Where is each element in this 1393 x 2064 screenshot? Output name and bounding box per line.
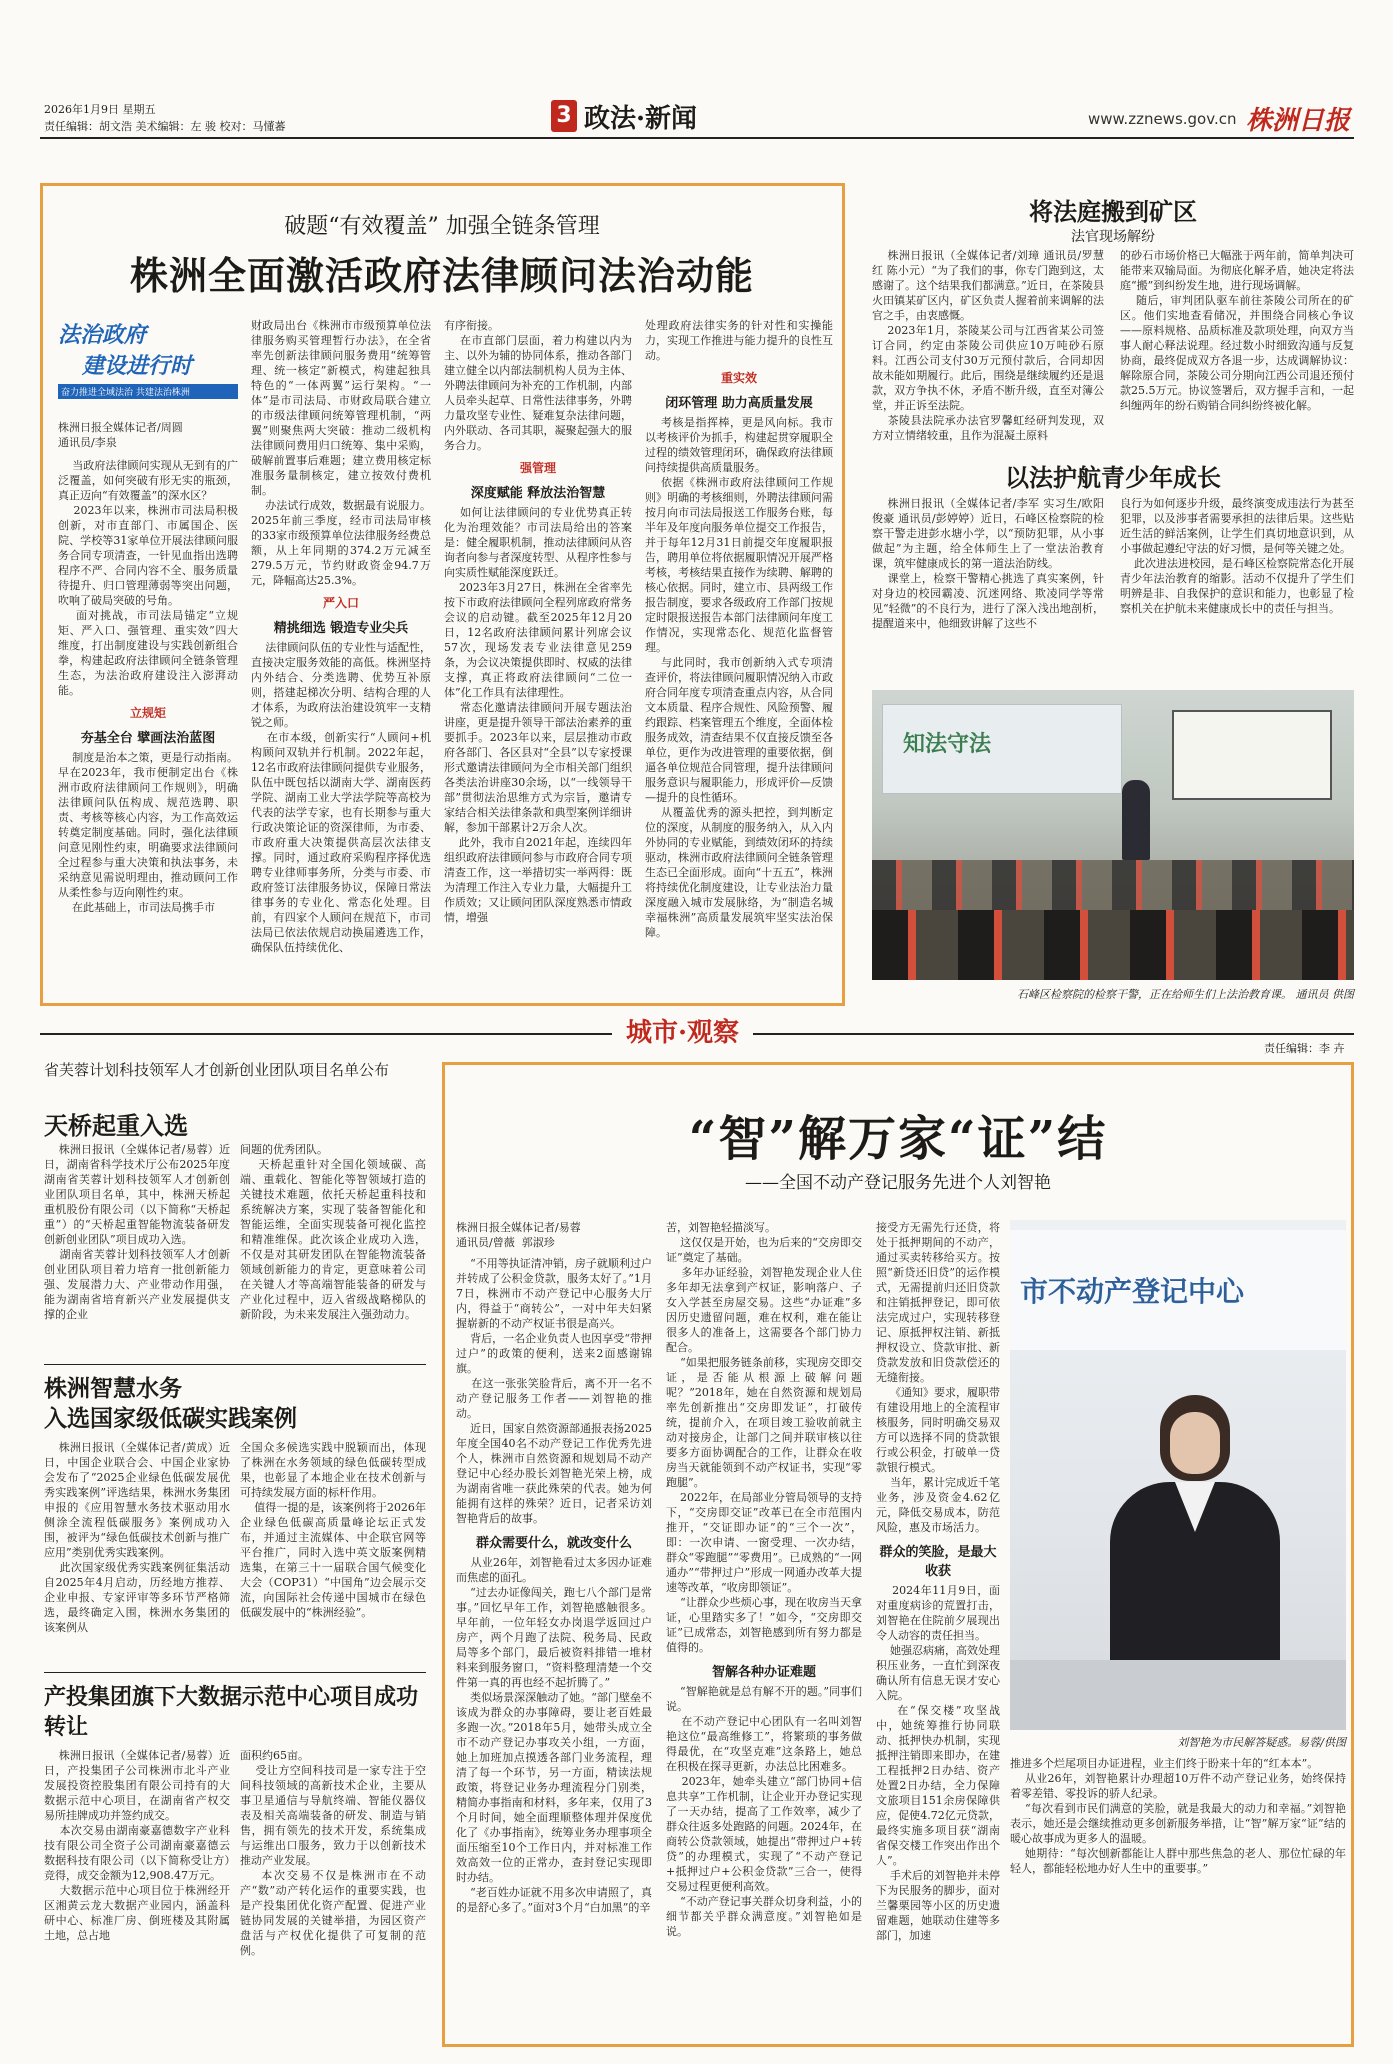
logo-tagline: 奋力推进全域法治 共建法治株洲 <box>58 384 238 399</box>
story1-column-4 <box>645 318 833 1003</box>
story7-column-1 <box>456 1256 652 2038</box>
story2-column-1 <box>872 248 1104 448</box>
story7-sub3: 群众的笑脸，是最大收获 <box>879 1545 997 1579</box>
story5-column-1 <box>44 1440 230 1665</box>
photo-sign-text: 市不动产登记中心 <box>1020 1275 1245 1308</box>
story7-column-4 <box>1010 1756 1346 2038</box>
header-date: 2026年1月9日 星期五 <box>44 103 156 116</box>
story5-column-2 <box>240 1440 426 1665</box>
story2-col1-text: 株洲日报讯（全媒体记者/刘璋 通讯员/罗慧红 陈小元）“为了我们的事，你专门跑到这，太感谢了。这个结果我们都满意。”近日，在茶陵县火田镇某矿区内，矿区负责人握着前来调解的法官之手，由衷感慨。 2023年1月，茶陵某公司与江西省某公司签订合同，约定由茶陵公司供应10万吨砂石原料。江西公司支付30万元预付款后，合同却因故未能如期履行。此后，围绕是继续履约还是退款，双方争执不休，矛盾不断升级，直至对簿公堂，并正诉至法院。 茶陵县法院承办法官罗馨虹经研判发现，双方对立情绪较重，且作为混凝土原料 <box>872 249 1104 442</box>
story1-sub4-title: 重实效 <box>720 371 757 385</box>
counter-desk <box>1010 1660 1346 1730</box>
story2-column-2 <box>1120 248 1354 448</box>
header-editors: 责任编辑：胡文浩 美术编辑：左 骏 校对：马懂蕃 <box>44 120 286 133</box>
story1-sub1-sub: 夯基全台 擘画法治蓝图 <box>80 731 216 746</box>
story7-col4-text: 推进多个烂尾项目办证进程，业主们终于盼来十年的“红本本”。 从业26年，刘智艳累计办理超10万件不动产登记业务，始终保持着零差错、零投诉的骄人纪录。 “每次看到市民们满意的笑脸，就是我最大的动力和幸福。”刘智艳表示，她还是会继续推动更多创新服务举措，让“智”解万家“证”结的暖心故事成为更多人的温暖。 她期待：“每次刨新都能让人群中那些焦急的老人、那位忙碌的年轻人，都能轻松地办好人生中的重要事。” <box>1010 1757 1346 1875</box>
story7-col1b-text: 从业26年，刘智艳看过太多因办证难而焦虑的面孔。 “过去办证像闯关，跑七八个部门是常事。”回忆早年工作，刘智艳感触很多。早年前，一位年轻女办岗退学返回过户房产，两个月跑了法院、税务局、民政局等多个部门，最后被资料排错一堆材料来到服务窗口，“资料整理清楚一个交件第一真的再也经不起折腾了。” 类似场景深深触动了她。“部门壁垒不该成为群众的办事障碍，要让老百姓最多跑一次。”2018年5月，她带头成立全市不动产登记办事攻关小组，一方面，她上加班加点摸透各部门业务流程，理清了每一个环节，另一方面，精读法规政策，将登记业务办理流程分门别类，精简办事指南和材料，多年来，仅用了3个月时间，她全面理顺整体理并保度优化了《办事指南》，统筹业务办理事项全面压缩至10个工作日内，并对标准工作效高效一位的正常办，查封登记实现即时办结。 “老百姓办证就不用多次申请照了，真的是舒心多了。”面对3个月“白加黑”的辛 <box>456 1556 652 1914</box>
story1-headline: 株洲全面激活政府法律顾问法治动能 <box>129 253 754 298</box>
story4-col2-text: 间题的优秀团队。 天桥起重针对全国化领域碳、高端、重载化、智能化等智领域打造的关键技术难题，依托天桥起重科技和系统解决方案，实现了装备智能化和智能运维，全面实现装备可视化监控和精准维保。此次该企业成功入选，不仅是对其研发团队在智能物流装备领域创新能力的肯定，更意味着公司在关键人才等高端智能装备的研发与产业化过程中，迈入省级战略梯队的新阶段，为未来发展注入强劲动力。 <box>240 1143 426 1321</box>
story4-kicker: 省芙蓉计划科技领军人才创新创业团队项目名单公布 <box>44 1061 390 1079</box>
photo-sign-panel <box>1010 1230 1346 1350</box>
students-row-2 <box>872 910 1354 980</box>
story1-col1-text: 当政府法律顾问实现从无到有的广泛覆盖，如何突破有形无实的瓶颈，真正迈向“有效覆盖”的深水区？ 2023年以来，株洲市司法局积极创新，对市直部门、市属国企、医院、学校等31家单位开展法律顾问服务合同专项清查，一针见血指出选聘程序不严、合同内容不全、服务质量待提升、归口管理薄弱等突出问题，吹响了破局突破的号角。 面对挑战，市司法局锚定“立规矩、严入口、强管理、重实效”四大维度，打出制度建设与实践创新组合拳，构建起政府法律顾问全链条管理生态，为法治政府建设注入澎湃动能。 <box>58 459 238 697</box>
story4-col1-text: 株洲日报讯（全媒体记者/易蓉）近日，湖南省科学技术厅公布2025年度湖南省芙蓉计划科技领军人才创新创业团队项目名单，其中，株洲天桥起重机股份有限公司（以下简称“天桥起重”）的“天桥起重智能物流装备研发创新创业团队”项目成功入选。 湖南省芙蓉计划科技领军人才创新创业团队项目着力培育一批创新能力强、发展潜力大、产业带动作用强，能为湖南省培育新兴产业发展提供支撑的企业 <box>44 1143 230 1321</box>
story3-column-1 <box>872 496 1104 676</box>
story4-column-2 <box>240 1142 426 1357</box>
story7-headline: “智”解万家“证”结 <box>688 1111 1108 1167</box>
story7-column-3 <box>876 1220 1000 2038</box>
story1-sub3-sub: 深度赋能 释放法治智慧 <box>470 486 606 501</box>
story1-col1b-text: 制度是治本之策，更是行动指南。早在2023年，我市便制定出台《株洲市政府法律顾问工作规则》，明确法律顾问队伍构成、规范选聘、职责、考核等核心内容，为工作高效运转奠定制度基础。同时，强化法律顾问意见刚性约束，明确要求法律顾问全过程参与重大决策和执法事务，未采纳意见需说明理由，推动顾问工作从柔性参与迈向刚性约束。 在此基础上，市司法局携手市 <box>58 751 238 914</box>
story1-column-2 <box>251 318 431 1003</box>
story1-sub2-sub: 精挑细选 锻造专业尖兵 <box>273 621 409 636</box>
story1-col4-text: 处理政府法律实务的针对性和实操能力，实现工作推进与能力提升的良性互动。 <box>645 319 833 362</box>
story1-sub2-title: 严入口 <box>322 596 359 610</box>
story7-sub2: 智解各种办证难题 <box>711 1665 816 1680</box>
website-url: www.zznews.gov.cn <box>1088 110 1237 128</box>
story2-deck: 法官现场解纷 <box>1071 229 1155 245</box>
story7-byline: 株洲日报全媒体记者/易蓉 通讯员/曾薇 郭淑珍 <box>456 1221 581 1249</box>
classroom-photo <box>872 690 1354 980</box>
story2-col2-text: 的砂石市场价格已大幅涨于两年前，简单判决可能带来双输局面。为彻底化解矛盾，她决定将法庭“搬”到纠纷发生地，进行现场调解。 随后，审判团队驱车前往茶陵公司所在的矿区。他们实地查看储况，并围绕合同核心争议——原料规格、品质标准及款项处理，向双方当事人耐心释法说理。经过数小时细致沟通与反复协商，最终促成双方各退一步，达成调解协议：解除原合同，茶陵公司分期向江西公司退还预付款25.5万元。协议签署后，双方握手言和，一起纠缠两年的纷石购销合同纠纷终被化解。 <box>1120 249 1354 412</box>
story1-col3b-text: 如何让法律顾问的专业优势真正转化为治理效能？市司法局给出的答案是：健全履职机制，推动法律顾问从咨询者向参与者深度转型、从程序性参与向实质性赋能深度跃迁。 2023年3月27日，株洲在全省率先按下市政府法律顾问全程列席政府常务会议的启动键。截至2025年12月20日，12名政府法律顾问累计列席会议57次，现场发表专业法律意见259条，为会议决策提供即时、权威的法律支撑，真正将政府法律顾问“二位一体”化工作具有法律理性。 常态化邀请法律顾问开展专题法治讲座，更是提升领导干部法治素养的重要抓手。2023年以来，层层推动市政府各部门、各区县对“全县”以专家授课形式邀请法律顾问为全市相关部门组织各类法治讲座30余场，以“一线领导干部”贯彻法治思维方式为宗旨，邀请专家结合相关法律条款和典型案例详细讲解，参加干部累计2万余人次。 此外，我市自2021年起，连续四年组织政府法律顾问参与市政府合同专项清查工作，这一举措切实一举两得：既为清理工作注入专业力量，大幅提升工作质效；又让顾问团队深度熟悉市情政情，增强 <box>444 506 632 924</box>
story1-column-1 <box>58 458 238 1003</box>
story5-top-rule <box>44 1364 426 1365</box>
story7-col2b-text: “智解艳就是总有解不开的题。”同事们说。 在不动产登记中心团队有一名叫刘智艳这位“最高维修工”，将繁琐的事务做得最优，在“攻坚克难”这条路上，她总在积极在探寻更新，办法总比困难多。 2023年，她牵头建立“部门协同+信息共享”工作机制，让企业开办登记实现了一天办结，提高了工作效率，减少了群众往返多处跑路的问题。2024年，在商转公贷款领域，她提出“带押过户+转贷”的办理模式，实现了“不动产登记+抵押过户+公积金贷款”三合一，使得交易过程更便利高效。 “不动产登记事关群众切身利益，小的细节都关乎群众满意度。”刘智艳如是说。 <box>666 1685 862 1938</box>
story7-column-2 <box>666 1220 862 2038</box>
story1-col2-text: 财政局出台《株洲市市级预算单位法律服务购买管理暂行办法》，在全省率先创新法律顾问服务费用“统筹管理、统一核定”新模式，构建起独具特色的“一体两翼”运行架构。“一体”是市司法局、市财政局联合建立的市级法律顾问统筹管理机制，“两翼”则聚焦两大突破：推动二级机构法律顾问费用归口统筹、集中采购，破解前置事后难题；建立费用核定标准服务量制核定，建立按效付费机制。 办法试行成效，数据最有说服力。2025年前三季度，经市司法局审核的33家市级预算单位法律服务经费总额，从上年同期的374.2万元减至279.5万元，节约财政资金94.7万元，降幅高达25.3%。 <box>251 319 431 587</box>
story6-col2-text: 面积约65亩。 受让方空间科技司是一家专注于空间科技领域的高新技术企业，主要从事卫星通信与导航终端、智能仪器仪表及相关高端装备的研发、制造与销售，拥有领先的技术开发，系统集成与运维出口服务，致力于以创新技术推动产业发展。 本次交易不仅是株洲市在不动产“数”动产转化运作的重要实践，也是产投集团优化资产配置、促进产业链协同发展的关键举措，为园区资产盘活与产权优化提供了可复制的范例。 <box>240 1749 426 1957</box>
rule-of-law-logo <box>58 318 238 408</box>
story3-col1-text: 株洲日报讯（全媒体记者/李军 实习生/欧阳俊豪 通讯员/彭婷婷）近日，石峰区检察院的检察干警走进彭水塘小学，以“预防犯罪，从小事做起”为主题，给全体师生上了一堂法治教育课，筑牢健康成长的第一道法治防线。 课堂上，检察干警精心挑选了真实案例，针对身边的校园霸凌、沉迷网络、欺凌同学等常见“轻微”的不良行为，进行了深入浅出地剖析，提醒道来中，他细致讲解了这些不 <box>872 497 1104 630</box>
story1-column-3 <box>444 318 632 1003</box>
story2-kicker: 将法庭搬到矿区 <box>1029 197 1197 226</box>
story6-col1-text: 株洲日报讯（全媒体记者/易蓉）近日，产投集团子公司株洲市北斗产业发展投资控股集团有限公司持有的大数据示范中心项目，在湖南省产权交易所挂牌成功并签约成交。 本次交易由湖南豪嘉德数字产业科技有限公司全资子公司湖南豪嘉德云数据科技有限公司（以下简称受让方）竞得，成交金额为12,908.47万元。 大数据示范中心项目位于株洲经开区湘黄云龙大数据产业园内，涵盖科研中心、标准厂房、倒班楼及其附属土地，总占地 <box>44 1749 230 1942</box>
story1-kicker: 破题“有效覆盖” 加强全链条管理 <box>284 214 600 239</box>
story3-col2-text: 良行为如何逐步升级，最终演变成违法行为甚至犯罪，以及涉事者需要承担的法律后果。这些贴近生活的鲜活案例，让学生们真切地意识到，从小事做起遵纪守法的好习惯，是何等关键之处。 此次进法进校园，是石峰区检察院常态化开展青少年法治教育的缩影。活动不仅提升了学生们明辨是非、自我保护的意识和能力，也彰显了检察机关在护航未来健康成长中的责任与担当。 <box>1120 497 1354 615</box>
story7-deck: ——全国不动产登记服务先进个人刘智艳 <box>745 1173 1051 1193</box>
story1-col4b-text: 考核是指挥棒，更是风向标。我市以考核评价为抓手，构建起贯穿履职全过程的绩效管理闭环，确保政府法律顾问持续提供高质量服务。 依据《株洲市政府法律顾问工作规则》明确的考核细则，外聘法律顾问需按月向市司法局报送工作服务台账，每半年及年度向服务单位提交工作报告，并于每年12月31日前提交年度履职报告，聘用单位将依据履职情况开展严格考核，考核结果直接作为续聘、解聘的核心依据。同时，建立市、县两级工作报告制度，要求各级政府工作部门按规定时限报送报告本部门法律顾问年度工作情况，实现常态化、规范化监督管理。 与此同时，我市创新纳入式专项清查评价，将法律顾问履职情况纳入市政府合同年度专项清查重点内容，从合同文本质量、程序合规性、风险预警、履约跟踪、档案管理五个维度，全面体检服务成效，清查结果不仅直接反馈至各单位，更作为改进管理的重要依据，倒逼各单位规范合同管理，提升法律顾问服务意识与履职能力，形成评价—反馈—提升的良性循环。 从覆盖优秀的源头把控，到判断定位的深度，从制度的服务纳入，从入内外协同的专业赋能，到绩效闭环的持续驱动，株洲市政府法律顾问全链条管理生态已全面形成。面向“十五五”，株洲将持续优化制度建设，让专业法治力量深度融入城市发展脉络，为“制造名城 幸福株洲”高质量发展筑牢坚实法治保障。 <box>645 416 833 939</box>
story1-sub4-sub: 闭环管理 助力高质量发展 <box>665 396 813 411</box>
story7-col2-text: 苦，刘智艳轻描淡写。 这仅仅是开始，也为后来的“交房即交证”奠定了基础。 多年办证经验，刘智艳发现企业人住多年却无法拿到产权证，影响落户、子女入学甚至房屋交易。这些“办证难”多因历史遗留问题，难在权利，难在能让很多人的准备上，这需要各个部门协力配合。 “如果把服务链条前移，实现房交即交证，是否能从根源上破解问题呢？”2018年，她在自然资源和规划局率先创新推出“交房即发证”，打破传统，提前介入，在项目竣工验收前就主动对接房企，让部门之间并联审核以往要多方面协调配合的工作，让群众在收房当天就能领到不动产权证书，实现“零跑腿”。 2022年，在局部业分管局领导的支持下，“交房即交证”改革已在全市范围内推开，“交证即办证”的“三个一次”，即：一次申请、一窗受理、一次办结，群众“零跑腿”“零费用”。已成熟的“一网通办”“带押过户”形成一网通办改革大提速等改革，“收房即领证”。 “让群众少些烦心事，现在收房当天拿证，心里踏实多了！”如今，“交房即交证”已成常态，刘智艳感到所有努力都是值得的。 <box>666 1221 862 1654</box>
page-number: 3 <box>551 100 577 132</box>
story5-headline: 株洲智慧水务 入选国家级低碳实践案例 <box>44 1375 297 1432</box>
section2-title: 城市·观察 <box>612 1012 753 1049</box>
story1-sub3-title: 强管理 <box>519 461 556 475</box>
story1-col2b-text: 法律顾问队伍的专业性与适配性，直接决定服务效能的高低。株洲坚持内外结合、分类选聘、优势互补原则，搭建起梯次分明、结构合理的人才体系，为政府法治建设筑牢一支精锐之师。 在市本级，创新实行“人顾问+机构顾问双轨并行机制。2022年起，12名市政府法律顾问提供专业服务，队伍中既包括以湖南大学、湖南医药学院、湖南工业大学法学院等高校为代表的法学专家，也有长期参与重大行政决策论证的资深律师，为市委、市政府重大决策提供高层次法律支撑。同时，通过政府采购程序择优选聘专业律师事务所，分类与市委、市政府签订法律服务协议，保障日常法律事务的专业化、常态化处理。目前，有四家个人顾问在规范下，市司法局已依法依规启动换届遴选工作，确保队伍持续优化、 <box>251 641 431 954</box>
story7-col3b-text: 2024年11月9日，面对重度病诊的荒置打击，刘智艳在住院前夕展现出令人动容的责任担当。 她强忍病痛，高效处理积压业务，一直忙到深夜确认所有信息无误才安心入院。 在“保交楼”攻坚战中，她统筹推行协同联动、抵押快办机制，实现抵押注销即来即办，在建工程抵押2日办结、资产处置2日办结，全力保障文旅项目151余房保障供应，促使4.72亿元贷款，最终实施多项目获“湖南省保交楼工作突出作出个人”。 手术后的刘智艳并未停下为民服务的脚步，面对兰馨栗园等小区的历史遗留难题，她联动住建等多部门，加速 <box>876 1584 1000 1942</box>
portrait-photo <box>1010 1220 1346 1730</box>
classroom-banner <box>882 704 1122 794</box>
story6-top-rule <box>44 1672 426 1673</box>
story5-col2-text: 全国众多候选实践中脱颖而出，体现了株洲在水务领域的绿色低碳转型成果，也彰显了本地企业在技术创新与可持续发展方面的标杆作用。 值得一提的是，该案例将于2026年企业绿色低碳高质量峰论坛正式发布，并通过主流媒体、中企联官网等平台推广，同时入选中英文版案例精选集，在第三十一届联合国气候变化大会（COP31）“中国角”边会展示交流，向国际社会传递中国城市在绿色低碳发展中的“株洲经验”。 <box>240 1441 426 1619</box>
story5-col1-text: 株洲日报讯（全媒体记者/黄成）近日，中国企业联合会、中国企业家协会发布了“2025企业绿色低碳发展优秀实践案例”评选结果，株洲水务集团申报的《应用智慧水务技术驱动用水侧涂全流程低碳服务》案例成功入围，被评为“绿色低碳技术创新与推广应用”类别优秀实践案例。 此次国家级优秀实践案例征集活动自2025年4月启动，历经地方推荐、企业申报、专家评审等多环节严格筛选，最终确定入围，株洲水务集团的该案例从 <box>44 1441 230 1634</box>
logo-line1: 法治政府 <box>58 323 147 348</box>
story6-headline: 产投集团旗下大数据示范中心项目成功转让 <box>44 1684 419 1740</box>
section-title: 政法·新闻 <box>584 104 698 134</box>
story7-col3-text: 接受方无需先行还贷，将处于抵押期间的不动产，通过买卖转移给买方。按照“新贷还旧贷”的运作模式，无需提前归还旧贷款和注销抵押登记，即可依法完成过户，实现转移登记、原抵押权注销、新抵押权设立、贷款审批、新贷款发放和旧贷款偿还的无缝衔接。 《通知》要求，履职带有建设用地上的全流程审核服务，同时明确交易双方可以选择不同的贷款银行或公积金，打破单一贷款银行模式。 当年，累计完成近千笔业务，涉及资金4.62亿元，降低交易成本，防范风险，惠及市场活力。 <box>876 1221 1000 1534</box>
story7-col1-text: “不用等执证清冲销，房子就顺利过户并转成了公积金贷款，服务太好了。”1月7日，株洲市不动产登记中心服务大厅内，得益于“商转公”，一对中年夫妇紧握崭新的不动产权证书很是高兴。 背后，一名企业负责人也因享受“带押过户”的政策的便利，送来2面感谢锦旗。 在这一张张笑脸背后，离不开一名不动产登记服务工作者——刘智艳的推动。 近日，国家自然资源部通报表扬2025年度全国40名不动产登记工作优秀先进个人，株洲市自然资源和规划局不动产登记中心经办股长刘智艳光荣上榜，成为湖南省唯一获此殊荣的代表。她为何能拥有这样的殊荣？近日，记者采访刘智艳背后的故事。 <box>456 1257 652 1525</box>
story6-column-1 <box>44 1748 230 2038</box>
story7-photo-caption: 刘智艳为市民解答疑惑。易蓉/供图 <box>1177 1736 1346 1749</box>
logo-line2: 建设进行时 <box>82 354 193 379</box>
students-row-1 <box>872 860 1354 910</box>
classroom-banner-text: 知法守法 <box>903 731 992 757</box>
story1-sub1-title: 立规矩 <box>129 706 166 720</box>
story1-col3-text: 有序衔接。 在市直部门层面，着力构建以内为主、以外为辅的协同体系，推动各部门建立健全以内部法制机构人员为主体、外聘法律顾问为补充的工作机制，内部人员牵头起草、日常性法律事务，外聘力量攻坚专业性、疑难复杂法律问题，内外联动、各司其职，凝聚起强大的服务合力。 <box>444 319 632 452</box>
story3-photo-caption: 石峰区检察院的检察干警，正在给师生们上法治教育课。 通讯员 供图 <box>1017 988 1354 1001</box>
story4-column-1 <box>44 1142 230 1357</box>
story3-column-2 <box>1120 496 1354 676</box>
story3-headline: 以法护航青少年成长 <box>1005 463 1221 492</box>
story4-headline: 天桥起重入选 <box>44 1111 188 1140</box>
story7-sub1: 群众需要什么，就改变什么 <box>475 1536 632 1551</box>
section2-editor: 责任编辑：李 卉 <box>1264 1042 1345 1055</box>
portrait-face <box>1170 1412 1220 1474</box>
story6-column-2 <box>240 1748 426 2038</box>
masthead-logo: 株洲日报 <box>1246 106 1351 136</box>
classroom-screen <box>1172 710 1332 800</box>
story1-byline: 株洲日报全媒体记者/周圆 通讯员/李泉 <box>58 421 183 449</box>
prosecutor-figure <box>1122 780 1150 860</box>
header-rule <box>40 137 1354 139</box>
